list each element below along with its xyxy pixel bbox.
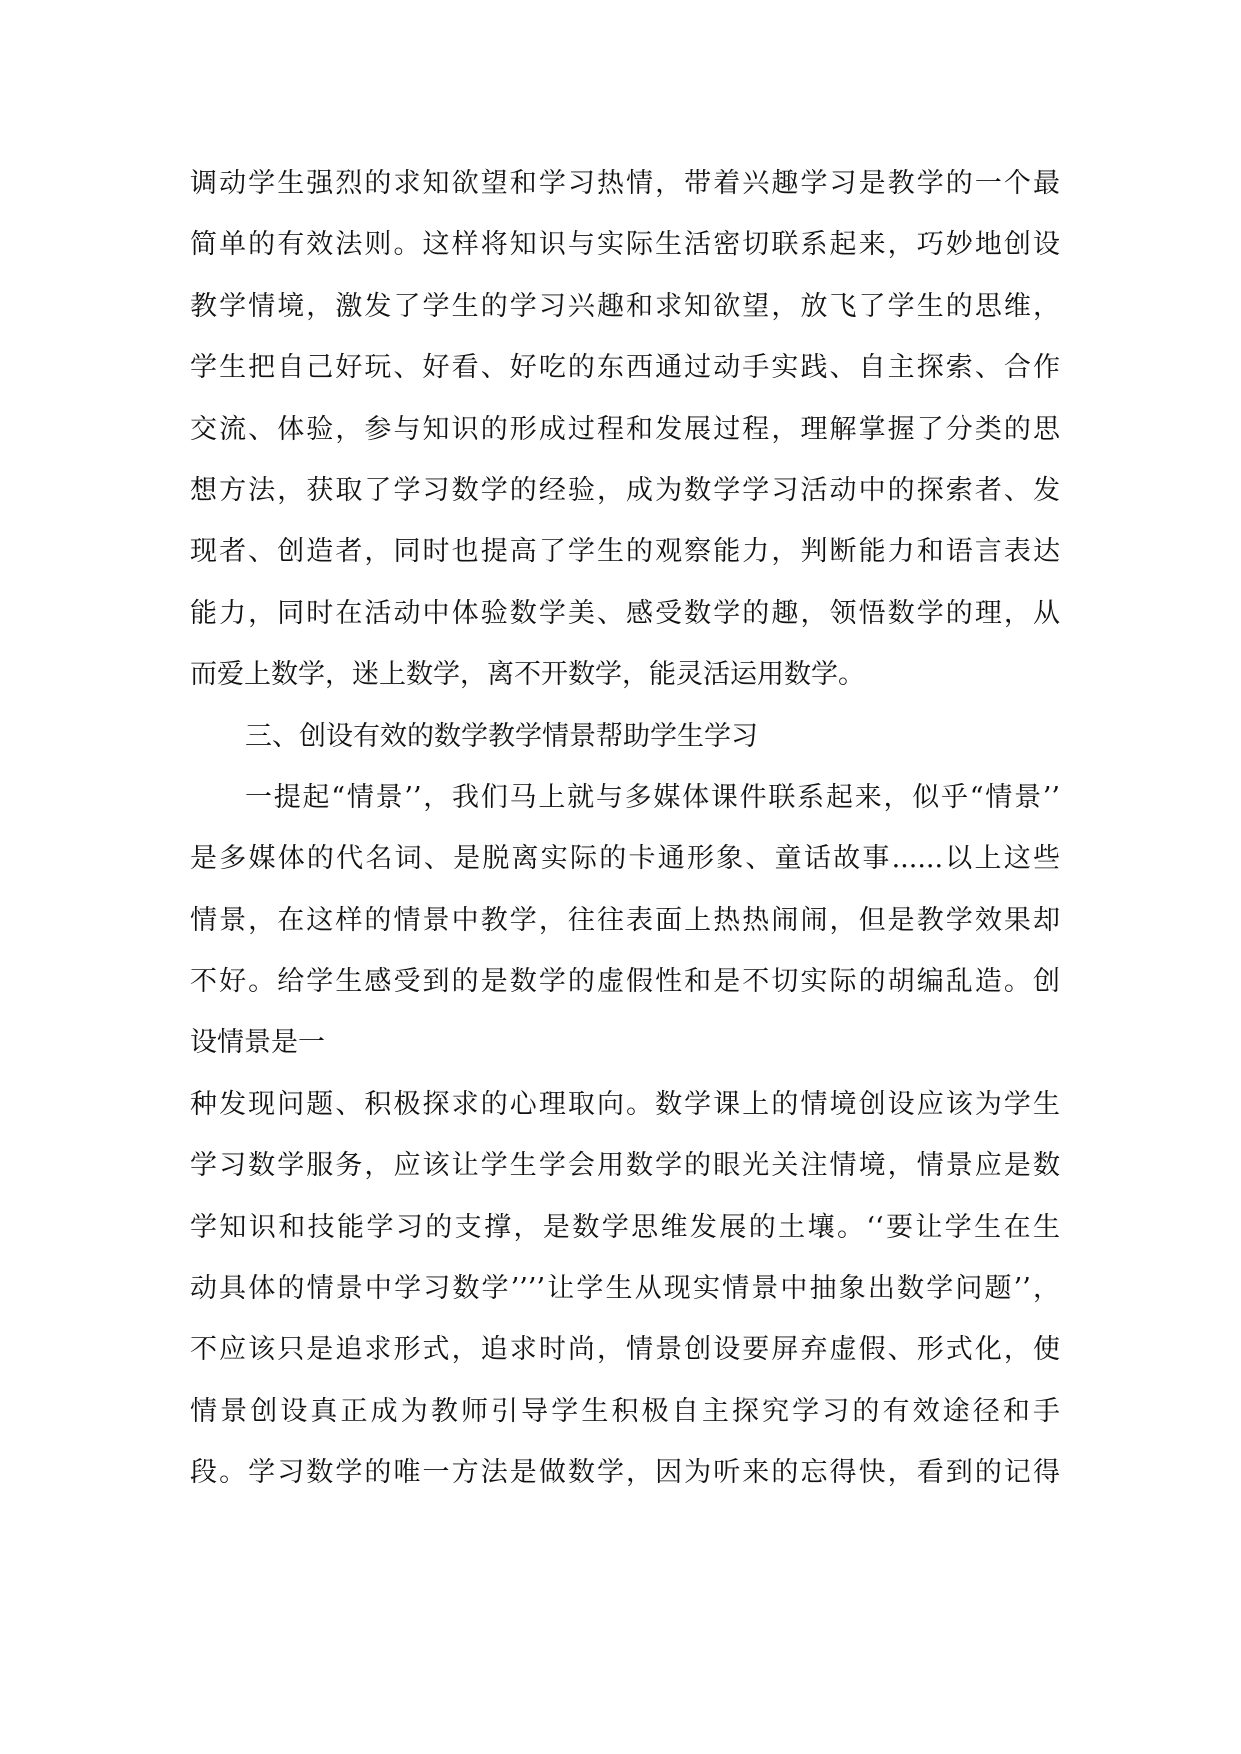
text-line: 简单的有效法则。这样将知识与实际生活密切联系起来，巧妙地创设 [190,229,1060,261]
body-text [190,160,1060,1511]
text-line: 情景，在这样的情景中教学，往往表面上热热闹闹，但是教学效果却 [190,904,1060,936]
text-line: 学习数学服务，应该让学生学会用数学的眼光关注情境，情景应是数 [190,1150,1060,1182]
text-line: 而爱上数学，迷上数学，离不开数学，能灵活运用数学。 [190,659,865,691]
text-line: 情景创设真正成为教师引导学生积极自主探究学习的有效途径和手 [190,1395,1060,1427]
text-line: 设情景是一 [190,1027,325,1059]
text-line: 是多媒体的代名词、是脱离实际的卡通形象、童话故事......以上这些 [190,843,1060,875]
text-line: 调动学生强烈的求知欲望和学习热情，带着兴趣学习是教学的一个最 [190,168,1060,199]
text-line: 不应该只是追求形式，追求时尚，情景创设要屏弃虚假、形式化，使 [190,1334,1060,1366]
text-line: 学生把自己好玩、好看、好吃的东西通过动手实践、自主探索、合作 [190,352,1060,384]
text-line: 学知识和技能学习的支撑，是数学思维发展的土壤。‘‘要让学生在生 [190,1211,1060,1243]
text-line: 动具体的情景中学习数学’’’’让学生从现实情景中抽象出数学问题’’， [190,1273,1060,1305]
text-line: 教学情境，激发了学生的学习兴趣和求知欲望，放飞了学生的思维， [190,290,1060,322]
text-line: 能力，同时在活动中体验数学美、感受数学的趣，领悟数学的理，从 [190,597,1060,629]
text-line: 一提起“情景’’，我们马上就与多媒体课件联系起来，似乎“情景’’ [245,781,1060,813]
section-heading: 三、创设有效的数学教学情景帮助学生学习 [245,720,758,752]
text-line: 现者、创造者，同时也提高了学生的观察能力，判断能力和语言表达 [190,536,1060,568]
text-line: 不好。给学生感受到的是数学的虚假性和是不切实际的胡编乱造。创 [190,966,1060,998]
text-line: 交流、体验，参与知识的形成过程和发展过程，理解掌握了分类的思 [190,413,1060,445]
text-line: 种发现问题、积极探求的心理取向。数学课上的情境创设应该为学生 [190,1088,1060,1120]
text-line: 段。学习数学的唯一方法是做数学，因为听来的忘得快，看到的记得 [190,1457,1060,1489]
text-line: 想方法，获取了学习数学的经验，成为数学学习活动中的探索者、发 [190,474,1060,506]
